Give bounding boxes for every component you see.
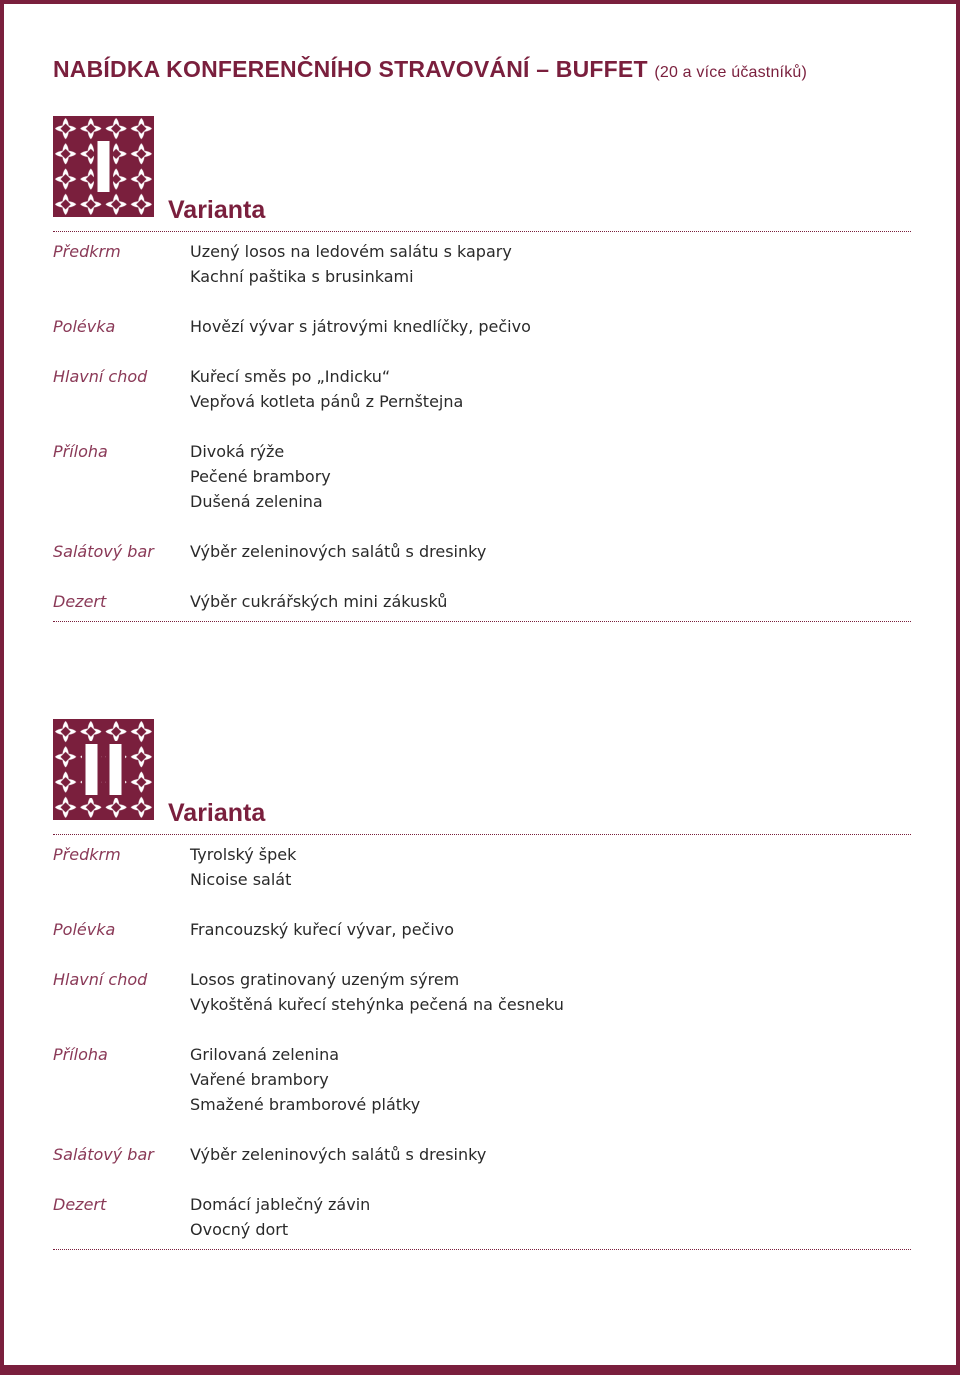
course-item: Domácí jablečný závin	[190, 1195, 371, 1214]
page-title: NABÍDKA KONFERENČNÍHO STRAVOVÁNÍ – BUFFET (20 a více účastníků)	[53, 56, 808, 82]
course-row	[53, 1142, 911, 1167]
course-label: Dezert	[53, 592, 107, 611]
course-row	[53, 589, 911, 614]
course-label: Polévka	[53, 920, 116, 939]
course-item: Uzený losos na ledovém salátu s kapary	[190, 242, 512, 261]
divider	[53, 621, 911, 622]
course-row	[53, 842, 911, 892]
course-item: Dušená zelenina	[190, 492, 323, 511]
page-subtitle: (20 a více účastníků)	[654, 64, 808, 81]
course-items	[190, 314, 531, 339]
course-items	[190, 967, 564, 1017]
course-item: Vykoštěná kuřecí stehýnka pečená na česneku	[190, 995, 564, 1014]
course-item: Tyrolský špek	[190, 845, 297, 864]
course-item: Výběr zeleninových salátů s dresinky	[190, 1145, 487, 1164]
course-items	[190, 364, 463, 414]
divider	[53, 1249, 911, 1250]
variant-badge-2	[53, 719, 154, 820]
course-item: Pečené brambory	[190, 467, 331, 486]
course-list-2	[53, 842, 911, 1267]
course-items	[190, 917, 454, 942]
course-label: Předkrm	[53, 242, 121, 261]
course-items	[190, 439, 331, 514]
course-row	[53, 1192, 911, 1242]
pattern-ornament-icon	[53, 116, 154, 217]
course-item: Vepřová kotleta pánů z Pernštejna	[190, 392, 464, 411]
course-item: Hovězí vývar s játrovými knedlíčky, pečivo	[190, 317, 531, 336]
course-items	[190, 1142, 486, 1167]
course-label: Polévka	[53, 317, 116, 336]
pattern-ornament-icon	[53, 719, 154, 820]
course-items	[190, 239, 512, 289]
divider	[53, 231, 911, 232]
course-item: Smažené bramborové plátky	[190, 1095, 421, 1114]
course-row	[53, 967, 911, 1017]
variant-title-2: Varianta	[168, 799, 266, 827]
course-item: Kuřecí směs po „Indicku“	[190, 367, 391, 386]
course-items	[190, 1042, 420, 1117]
course-item: Kachní paštika s brusinkami	[190, 267, 414, 286]
course-label: Salátový bar	[53, 1145, 154, 1164]
course-label: Salátový bar	[53, 542, 154, 561]
course-label: Hlavní chod	[53, 970, 148, 989]
course-item: Nicoise salát	[190, 870, 292, 889]
course-label: Hlavní chod	[53, 367, 148, 386]
divider	[53, 834, 911, 835]
course-row	[53, 314, 911, 339]
course-item: Grilovaná zelenina	[190, 1045, 340, 1064]
course-item: Ovocný dort	[190, 1220, 289, 1239]
course-items	[190, 842, 296, 892]
course-row	[53, 539, 911, 564]
course-items	[190, 539, 486, 564]
course-item: Losos gratinovaný uzeným sýrem	[190, 970, 460, 989]
course-label: Příloha	[53, 442, 108, 461]
course-row	[53, 239, 911, 289]
variant-title-1: Varianta	[168, 196, 266, 224]
course-row	[53, 917, 911, 942]
course-label: Příloha	[53, 1045, 108, 1064]
course-items	[190, 1192, 370, 1242]
course-label: Předkrm	[53, 845, 121, 864]
course-item: Francouzský kuřecí vývar, pečivo	[190, 920, 455, 939]
course-item: Výběr cukrářských mini zákusků	[190, 592, 448, 611]
course-label: Dezert	[53, 1195, 107, 1214]
course-row	[53, 439, 911, 514]
course-row	[53, 364, 911, 414]
course-row	[53, 1042, 911, 1117]
course-items	[190, 589, 447, 614]
course-list-1	[53, 239, 911, 639]
variant-badge-1	[53, 116, 154, 217]
course-item: Vařené brambory	[190, 1070, 329, 1089]
course-item: Výběr zeleninových salátů s dresinky	[190, 542, 487, 561]
course-item: Divoká rýže	[190, 442, 285, 461]
